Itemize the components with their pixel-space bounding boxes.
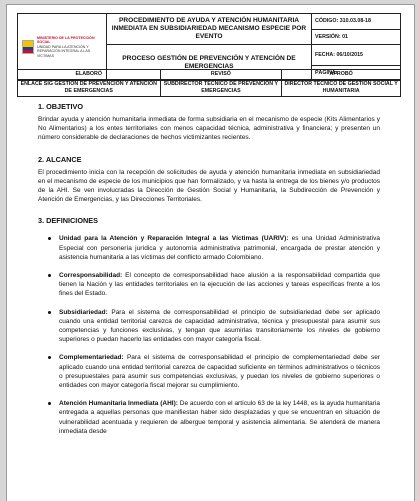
- logo-line-1: MINISTERIO DE LA PROTECCIÓN SOCIAL: [37, 35, 95, 45]
- definition-term: Unidad para la Atención y Reparación Integral a las Víctimas (UARIV):: [59, 235, 289, 243]
- definition-text: Para el sistema de corresponsabilidad el principio de complementariedad debe ser aplicado cuando una entidad territorial carezca de capacidad suficiente en términos administrativos o técnicos o presupuestales para asumir sus competencias exclusivas, y puedan los niveles de gobierno superiores o entidades con mayor categoría fiscal mejorar su cumplimiento.: [59, 354, 380, 390]
- definition-text: es una Unidad Administrativa Especial con personería jurídica y autonomía administrativa patrimonial, encargada de prestar atención y asistencia humanitaria a las víctimas del conflicto armado Colombiano.: [59, 235, 380, 261]
- document-title: PROCEDIMIENTO DE AYUDA Y ATENCIÓN HUMANITARIA INMEDIATA EN SUBSIDIARIEDAD MECANISMO ESPECIE POR EVENTO: [107, 14, 312, 45]
- reviso-value: SUBDIRECTOR TÉCNICO DE PREVENCIÓN Y EMERGENCIAS: [160, 79, 282, 96]
- institution-logo: [18, 36, 106, 58]
- list-item: [48, 353, 380, 390]
- section-text-objetivo: Brindar ayuda y atención humanitaria inmediata de forma subsidiaria en el mecanismo de especie (Kits Alimentarios y No Alimentarios) a los entes territoriales con menos capacidad técnica, administrativa y financiera; y presenten un número considerable de declaraciones de hechos victimizantes recientes.: [38, 116, 380, 142]
- process-name: PROCESO GESTIÓN DE PREVENCIÓN Y ATENCIÓN DE EMERGENCIAS: [107, 45, 312, 81]
- document-page: [6, 4, 415, 501]
- aprobo-value: DIRECTOR TÉCNICO DE GESTIÓN SOCIAL Y HUMANITARIA: [282, 79, 401, 96]
- bullet-icon: [48, 402, 51, 405]
- approval-table: [17, 69, 401, 97]
- bullet-icon: [48, 356, 51, 359]
- definition-term: Atención Humanitaria Inmediata (AHI):: [59, 400, 178, 408]
- definition-text: De acuerdo con el artículo 63 de la ley 1448, es la ayuda humanitaria entregada a aquellas personas que manifiestan haber sido desplazadas y que se encuentran en situación de vulnerabilidad acentuada y requieren de albergue temporal y asistencia alimentaria. Se atenderá de manera inmediata desde: [59, 400, 380, 435]
- bullet-icon: [48, 274, 51, 277]
- logo-line-2: UNIDAD PARA LA ATENCIÓN Y REPARACIÓN INTEGRAL A LAS VÍCTIMAS: [37, 44, 91, 58]
- section-heading-alcance: 2. ALCANCE: [38, 154, 82, 164]
- document-body: [38, 102, 380, 445]
- colombia-flag-icon: [22, 40, 34, 54]
- list-item: [48, 308, 380, 345]
- definitions-list: [38, 234, 380, 436]
- elaboro-value: ENLACE SIG GESTIÓN DE PREVENCIÓN Y ATENCIÓN DE EMERGENCIAS: [18, 79, 161, 96]
- document-date: FECHA: 06/10/2015: [312, 45, 401, 66]
- list-item: [48, 271, 380, 299]
- elaboro-header: ELABORÓ: [18, 70, 161, 80]
- bullet-icon: [48, 311, 51, 314]
- document-code: CÓDIGO: 310.03.08-18: [312, 14, 401, 30]
- document-page-number: PÁGINA:: [312, 65, 401, 81]
- definition-term: Corresponsabilidad:: [59, 272, 123, 280]
- definition-term: Complementariedad:: [59, 354, 124, 362]
- list-item: [48, 234, 380, 262]
- definition-text: El concepto de corresponsabilidad hace alusión a la responsabilidad compartida que tienen la Nación y las entidades territoriales en la ejecución de las acciones y tareas específicas frente a los fines del Estado.: [59, 272, 380, 298]
- document-version: VERSIÓN: 01: [312, 29, 401, 45]
- bullet-icon: [48, 237, 51, 240]
- section-heading-objetivo: 1. OBJETIVO: [38, 102, 84, 111]
- definition-term: Subsidiariedad:: [59, 308, 108, 316]
- section-heading-definiciones: 3. DEFINICIONES: [38, 216, 99, 226]
- definition-text: Para el sistema de corresponsabilidad el principio de subsidiariedad debe ser aplicado cuando una entidad territorial carezca de capacidad administrativa, técnica y presupuestal para asumir sus competencias y funciones exclusivas, y tengan que asumirlas transitoriamente los niveles de gobierno superiores o puedan hacerlo las entidades con mayor categoría fiscal.: [59, 308, 380, 344]
- section-text-alcance: El procedimiento inicia con la recepción de solicitudes de ayuda y atención humanitaria inmediata en subsidiariedad en el mecanismo de especie de los municipios que han formalizado, y va hasta la entrega de los bienes y/o productos de la AHI. Se ven involucradas la Dirección de Gestión Social y Humanitaria, la Subdirección de Prevención y Atención de Emergencias, y las Direcciones Territoriales.: [38, 168, 380, 204]
- list-item: [48, 399, 380, 436]
- reviso-header: REVISÓ: [160, 70, 282, 80]
- aprobo-header: APROBÓ: [282, 70, 401, 80]
